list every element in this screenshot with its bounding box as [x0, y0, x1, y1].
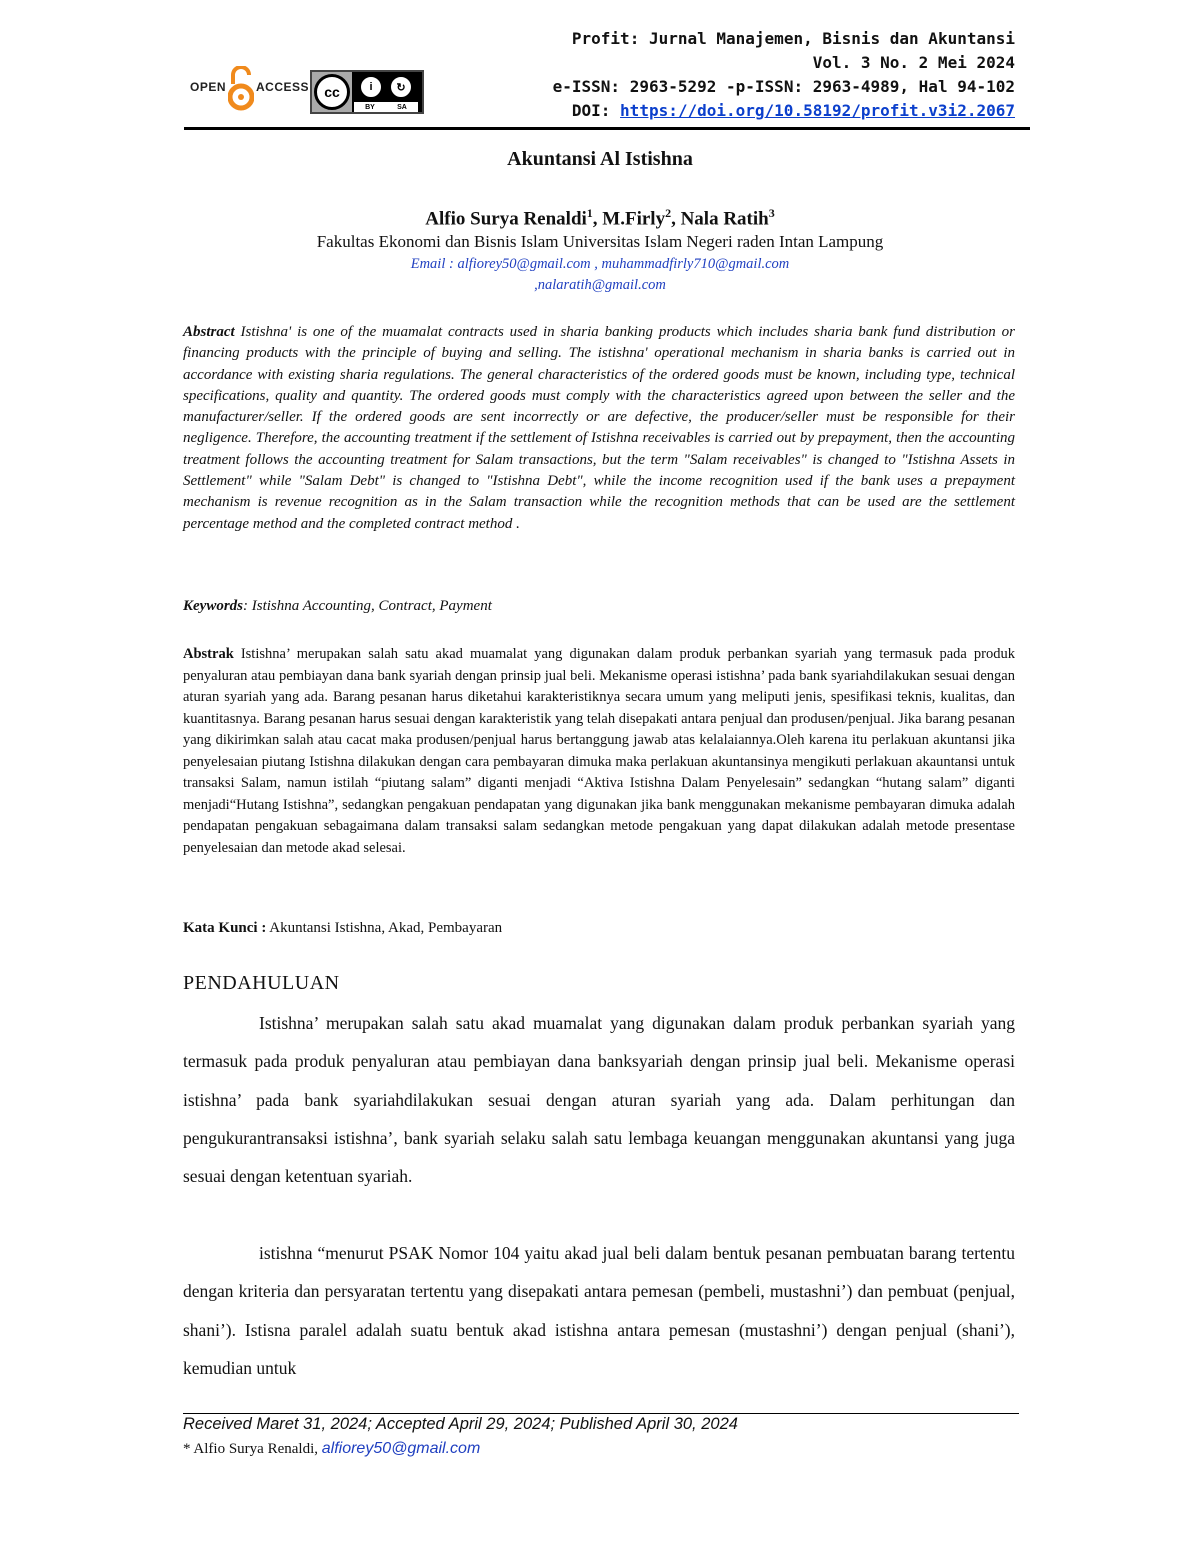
journal-name: Profit: Jurnal Manajemen, Bisnis dan Akuntansi	[571, 29, 1015, 48]
doi-link[interactable]: https://doi.org/10.58192/profit.v3i2.2067	[620, 101, 1015, 120]
author-3-sup: 3	[768, 206, 775, 220]
author-3: Nala Ratih	[680, 208, 769, 230]
share-alike-icon: ↻	[388, 74, 414, 100]
logos	[190, 66, 440, 116]
email-link-2[interactable]: muhammadfirly710@gmail.com	[601, 256, 790, 272]
corr-prefix: * Alfio Surya Renaldi,	[183, 1441, 322, 1457]
abstract-id-text: Istishna’ merupakan salah satu akad muamalat yang digunakan dalam produk perbankan syariah yang termasuk pada produk penyaluran atau pembiayan dana bank syariah dengan prinsip jual beli. Mekanisme operasi istishna’ pada bank syariahdilakukan sesuai dengan aturan syariah yang ada. Barang pesanan harus diketahui karakteristiknya secara umum yang meliputi jenis, spesifikasi teknis, kualitas, dan kuantitasnya. Barang pesanan harus sesuai dengan karakteristik yang telah disepakati antara penjual dan produsen/penjual. Jika barang pesanan yang dikirimkan salah atau cacat maka produsen/penjual harus bertanggung jawab atas kelalaiannya.Oleh karena itu perlakuan akuntansi jika penyelesaian piutang Istishna dilakukan dengan cara pembayaran dimuka maka perlakuan akuntansinya mengikuti perlakuan akauntansi untuk transaksi Salam, namun istilah “piutang salam” diganti menjadi “Aktiva Istishna Dalam Penyelesain” sedangkan “hutang salam” diganti menjadi“Hutang Istishna”, sedangkan pengakuan pendapatan yang digunakan jika bank menggunakan mekanisme pembayaran dimuka adalah pendapatan pengakuan sebagaimana dalam transaksi salam sedangkan metode pengakuan yang dapat dilakukan adalah metode presentase penyelesaian dan metode akad selesai.	[183, 646, 1015, 856]
email-sep: ,	[590, 256, 602, 272]
abstract-en-text: Istishna' is one of the muamalat contracts used in sharia banking products which includes sharia bank fund distribution or financing products with the principle of buying and selling. The istishna' operational mechanism in sharia banks is carried out in accordance with existing sharia regulations. The general characteristics of the ordered goods must be known, including type, technical specifications, quality and quantity. The ordered goods must comply with the characteristics agreed upon between the seller and the manufacturer/seller. If the ordered goods are sent incorrectly or are defective, the producer/seller must be responsible for their negligence. Therefore, the accounting treatment if the settlement of Istishna receivables is carried out by prepayment, then the accounting treatment follows the accounting treatment for Salam transactions, but the term "Salam receivables" is changed to "Istishna Assets in Settlement" while "Salam Debt" is changed to "Istishna Debt", while the income recognition used if the bank uses a prepayment mechanism is revenue recognition as in the Salam transaction while the recognition methods that can be used are the settlement percentage method and the completed contract method .	[183, 324, 1015, 532]
author-2-sup: 2	[665, 206, 672, 220]
attribution-icon: i	[358, 74, 384, 100]
email-prefix: ,	[534, 277, 538, 293]
cc-license-badge[interactable]	[310, 70, 424, 114]
journal-volume: Vol. 3 No. 2 Mei 2024	[812, 53, 1015, 72]
affiliation: Fakultas Ekonomi dan Bisnis Islam Universitas Islam Negeri raden Intan Lampung	[316, 232, 884, 251]
cc-icon: cc	[314, 74, 350, 110]
email-line-2	[0, 277, 1200, 294]
authors	[0, 206, 1200, 230]
email-link-3[interactable]: nalaratih@gmail.com	[537, 277, 666, 293]
email-link-1[interactable]: alfiorey50@gmail.com	[457, 256, 591, 272]
footer-rule	[183, 1413, 1019, 1414]
header-rule	[184, 127, 1030, 130]
section-heading: PENDAHULUAN	[183, 972, 340, 994]
email-label: Email :	[410, 256, 458, 272]
body-paragraph-1: Istishna’ merupakan salah satu akad muamalat yang digunakan dalam produk perbankan syariah yang termasuk pada produk penyaluran atau pembiayan dana banksyariah dengan prinsip jual beli. Mekanisme operasi istishna’ pada bank syariahdilakukan sesuai dengan aturan syariah yang ada. Dalam perhitungan dan pengukurantransaksi istishna’, bank syariah selaku salah satu lembaga keuangan menggunakan akuntansi yang juga sesuai dengan ketentuan syariah.	[183, 1013, 1015, 1187]
paper-title: Akuntansi Al Istishna	[507, 148, 693, 170]
open-access-lock-icon	[228, 66, 254, 112]
email-line-1	[0, 256, 1200, 273]
keywords-en	[183, 598, 1015, 615]
keywords-id	[183, 920, 1015, 937]
sa-label: SA	[397, 103, 407, 111]
body-paragraph-2: istishna “menurut PSAK Nomor 104 yaitu akad jual beli dalam bentuk pesanan pembuatan barang tertentu dengan kriteria dan persyaratan tertentu yang disepakati antara pemesan (pembeli, mustashni’) dan pembuat (penjual, shani’). Istisna paralel adalah suatu bentuk akad istishna antara pemesan (mustashni’) dengan penjual (shani’), kemudian untuk	[183, 1243, 1015, 1378]
abstract-en-label: Abstract	[183, 324, 235, 340]
by-label: BY	[365, 103, 375, 111]
keywords-id-label: Kata Kunci :	[183, 920, 267, 936]
corr-email-link[interactable]: alfiorey50@gmail.com	[321, 1440, 481, 1457]
keywords-en-label: Keywords	[183, 598, 243, 614]
abstract-id-label: Abstrak	[183, 646, 234, 662]
journal-doi	[572, 101, 1015, 120]
author-sep: ,	[592, 208, 603, 230]
doi-label: DOI:	[571, 101, 621, 120]
open-access-text-right: ACCESS	[256, 80, 310, 94]
author-1: Alfio Surya Renaldi	[425, 208, 587, 230]
author-2: M.Firly	[602, 208, 666, 230]
author-1-sup: 1	[586, 206, 593, 220]
keywords-en-text: : Istishna Accounting, Contract, Payment	[243, 598, 492, 614]
keywords-id-text: Akuntansi Istishna, Akad, Pembayaran	[266, 920, 503, 936]
abstract-id	[183, 644, 1015, 859]
footer-correspondence	[183, 1440, 480, 1458]
open-access-text-left: OPEN	[190, 80, 227, 94]
author-sep: ,	[671, 208, 681, 230]
footer-dates: Received Maret 31, 2024; Accepted April 29, 2024; Published April 30, 2024	[183, 1415, 738, 1433]
cc-strip	[354, 102, 418, 112]
journal-issn: e-ISSN: 2963-5292 -p-ISSN: 2963-4989, Hal 94-102	[552, 77, 1015, 96]
abstract-en	[183, 322, 1015, 535]
